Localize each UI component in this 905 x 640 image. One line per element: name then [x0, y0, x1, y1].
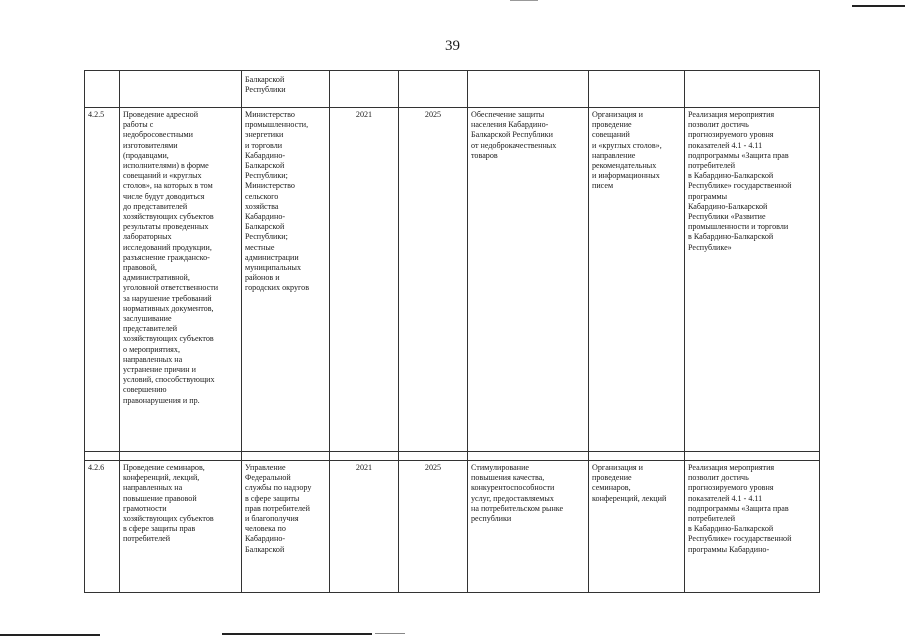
cell-num: 4.2.5 — [85, 108, 120, 452]
cell-connection — [685, 71, 820, 108]
cell-end-year — [399, 71, 468, 108]
cell-result: Стимулирование повышения качества, конкурентоспособности услуг, предоставляемых на потребительском рынке республики — [468, 461, 589, 593]
cell-num — [85, 71, 120, 108]
page-number: 39 — [445, 38, 460, 54]
cell-activity: Проведение адресной работы с недобросовестными изготовителями (продавцами, исполнителями) в форме совещаний и «круглых столов», на которых в том числе будут доводиться до представителей хозяйствующих субъектов результаты проведенных лабораторных исследований продукции, разъяснение гражданско- правовой, административной, уголовной ответственности за нарушение требований нормативных документов, заслушивание представителей хозяйствующих субъектов о мероприятиях, направленных на устранение причин и условий, способствующих совершению правонарушения и пр. — [120, 108, 242, 452]
cell-activity — [120, 71, 242, 108]
cell-direction — [589, 71, 685, 108]
table-row-continuation — [85, 71, 820, 108]
cell-connection: Реализация мероприятия позволит достичь прогнозируемого уровня показателей 4.1 - 4.11 подпрограммы «Защита прав потребителей в Кабардино-Балкарской Республике» государственной программы Кабардино-Балкарской Республики «Развитие промышленности и торговли в Кабардино-Балкарской Республике» — [685, 108, 820, 452]
cell-start-year — [330, 71, 399, 108]
scan-artifact-bottom-mid — [222, 633, 372, 635]
scan-artifact-top-right — [852, 5, 905, 7]
scan-artifact-bottom-dots — [375, 633, 405, 634]
spacer-cell — [468, 452, 589, 461]
cell-direction: Организация и проведение совещаний и «круглых столов», направление рекомендательных и информационных писем — [589, 108, 685, 452]
cell-start-year: 2021 — [330, 108, 399, 452]
cell-activity: Проведение семинаров, конференций, лекций, направленных на повышение правовой грамотности хозяйствующих субъектов в сфере защиты прав потребителей — [120, 461, 242, 593]
measures-table — [84, 70, 820, 593]
scan-artifact-bottom-left — [0, 634, 100, 636]
table-row-4-2-6 — [85, 461, 820, 593]
spacer-cell — [120, 452, 242, 461]
spacer-cell — [85, 452, 120, 461]
table-row-spacer — [85, 452, 820, 461]
cell-result — [468, 71, 589, 108]
cell-executor: Балкарской Республики — [242, 71, 330, 108]
cell-result: Обеспечение защиты населения Кабардино- Балкарской Республики от недоброкачественных товаров — [468, 108, 589, 452]
cell-end-year: 2025 — [399, 108, 468, 452]
spacer-cell — [330, 452, 399, 461]
cell-start-year: 2021 — [330, 461, 399, 593]
table-row-4-2-5 — [85, 108, 820, 452]
cell-executor: Управление Федеральной службы по надзору в сфере защиты прав потребителей и благополучия человека по Кабардино- Балкарской — [242, 461, 330, 593]
spacer-cell — [589, 452, 685, 461]
spacer-cell — [685, 452, 820, 461]
cell-num: 4.2.6 — [85, 461, 120, 593]
cell-executor: Министерство промышленности, энергетики и торговли Кабардино- Балкарской Республики; Министерство сельского хозяйства Кабардино- Балкарской Республики; местные администрации муниципальных районов и городских округов — [242, 108, 330, 452]
cell-connection: Реализация мероприятия позволит достичь прогнозируемого уровня показателей 4.1 - 4.11 подпрограммы «Защита прав потребителей в Кабардино-Балкарской Республике» государственной программы Кабардино- — [685, 461, 820, 593]
scan-artifact-top — [510, 0, 538, 1]
spacer-cell — [399, 452, 468, 461]
cell-direction: Организация и проведение семинаров, конференций, лекций — [589, 461, 685, 593]
spacer-cell — [242, 452, 330, 461]
cell-end-year: 2025 — [399, 461, 468, 593]
